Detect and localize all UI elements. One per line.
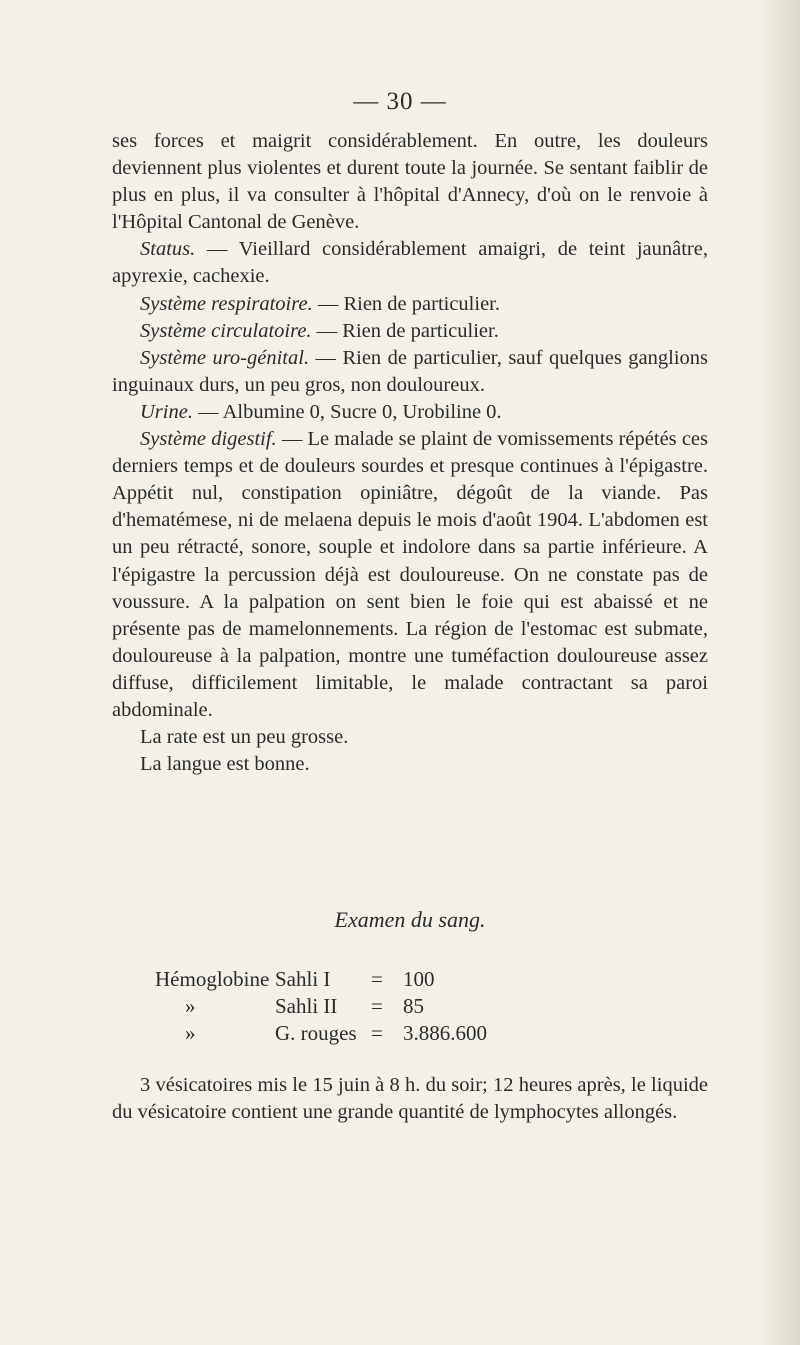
blood-sign: = bbox=[371, 967, 383, 991]
blood-sign: = bbox=[371, 994, 383, 1018]
paragraph-status: Status. — Vieillard considérablement amaigri, de teint jaunâtre, apyrexie, cachexie. bbox=[112, 238, 708, 288]
blood-value: 3.886.600 bbox=[403, 1021, 487, 1045]
blood-name: » bbox=[185, 994, 196, 1018]
paragraph-rate: La rate est un peu grosse. bbox=[140, 726, 349, 749]
section-title: Examen du sang. bbox=[334, 907, 486, 932]
blood-name: Hémoglobine bbox=[155, 967, 270, 991]
blood-method: Sahli II bbox=[275, 994, 338, 1018]
closing-paragraph: 3 vésicatoires mis le 15 juin à 8 h. du soir; 12 heures après, le liquide du vésicatoire contient une grande quantité de lymphocytes allongés. bbox=[112, 1074, 708, 1124]
blood-name: » bbox=[185, 1021, 196, 1045]
paragraph-urine: Urine. — Albumine 0, Sucre 0, Urobiline 0. bbox=[140, 400, 502, 423]
body-text bbox=[112, 128, 708, 778]
page-number: — 30 — bbox=[353, 88, 447, 115]
blood-exam-table bbox=[155, 966, 523, 1047]
paragraph-langue: La langue est bonne. bbox=[140, 753, 310, 776]
blood-sign: = bbox=[371, 1021, 383, 1045]
blood-method: G. rouges bbox=[275, 1021, 357, 1045]
paragraph-uro-genital: Système uro-génital. — Rien de particulier, sauf quelques ganglions inguinaux durs, un peu gros, non douloureux. bbox=[112, 346, 708, 396]
blood-row bbox=[155, 966, 523, 993]
paragraph-digestif: Système digestif. — Le malade se plaint de vomissements répétés ces derniers temps et de douleurs sourdes et presque continues à l'épigastre. Appétit nul, constipation opiniâtre, dégoût de la viande. Pas d'hematémese, ni de melaena depuis le mois d'août 1904. L'abdomen est un peu rétracté, sonore, souple et indolore dans sa partie inférieure. A l'épigastre la percussion déjà est douloureuse. On ne constate pas de voussure. A la palpation on sent bien le foie qui est abaissé et ne présente pas de mamelonnements. La région de l'estomac est submate, douloureuse à la palpation, montre une tuméfaction douloureuse assez diffuse, difficilement limitable, le malade contractant sa paroi abdominale. bbox=[112, 428, 708, 721]
blood-value: 100 bbox=[403, 967, 435, 991]
blood-value: 85 bbox=[403, 994, 424, 1018]
blood-row bbox=[155, 993, 523, 1020]
paragraph-respiratoire: Système respiratoire. — Rien de particulier. bbox=[140, 292, 500, 315]
blood-row bbox=[155, 1020, 523, 1047]
paragraph: ses forces et maigrit considérablement. En outre, les douleurs deviennent plus violentes et durent toute la journée. Se sentant faiblir de plus en plus, il va consulter à l'hôpital d'Annecy, d'où on le renvoie à l'Hôpital Cantonal de Genève. bbox=[112, 130, 708, 234]
closing-text bbox=[112, 1072, 708, 1126]
paragraph-circulatoire: Système circulatoire. — Rien de particulier. bbox=[140, 319, 499, 342]
blood-method: Sahli I bbox=[275, 967, 331, 991]
page-edge-shadow bbox=[760, 0, 800, 1345]
